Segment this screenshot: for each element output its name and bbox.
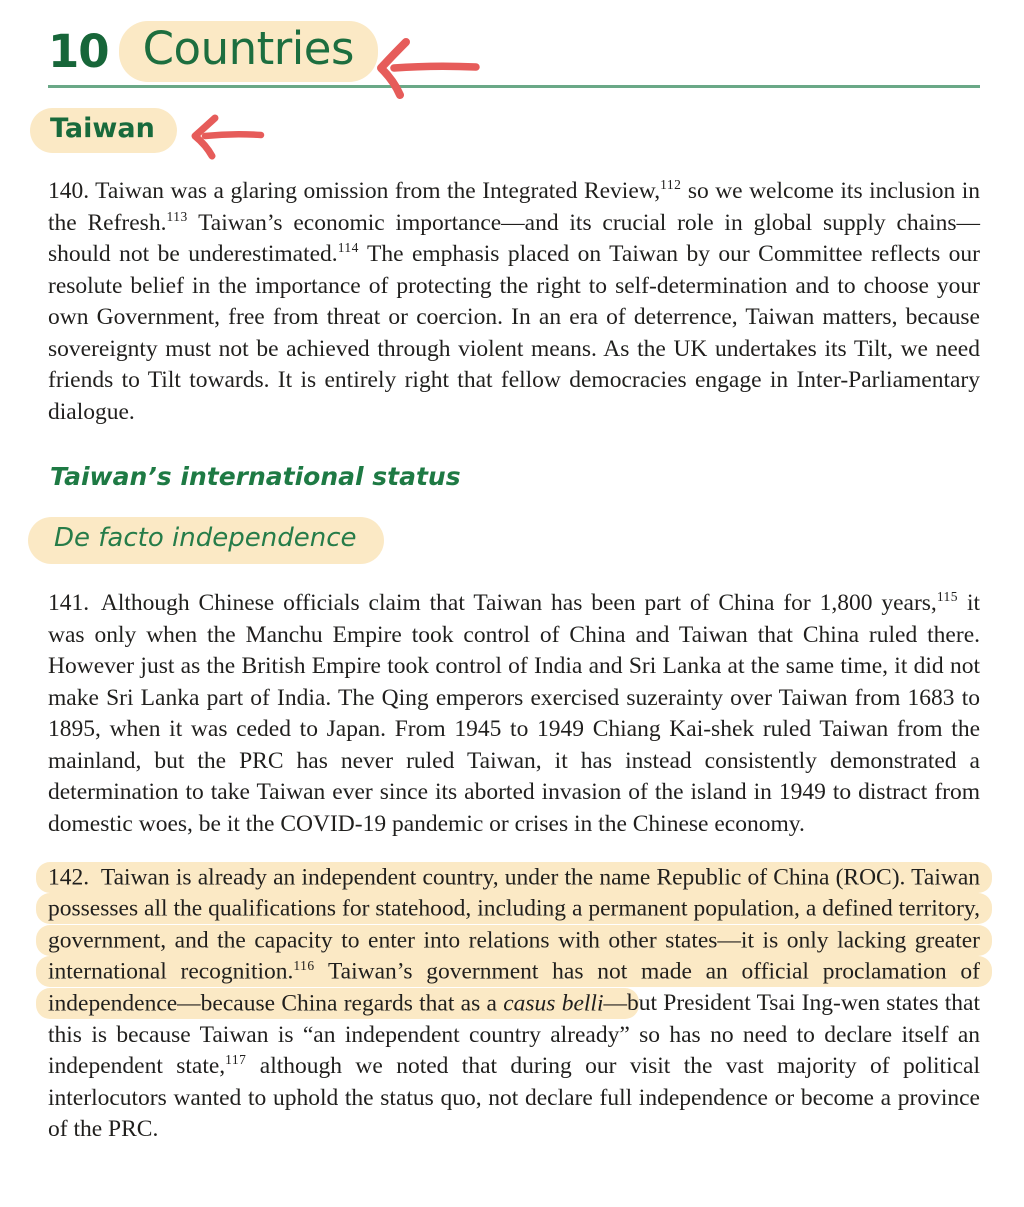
taiwan-heading: [48, 108, 980, 153]
de-facto-highlight: [28, 517, 384, 564]
chapter-heading: [48, 22, 980, 80]
paragraph-140: 140. Taiwan was a glaring omission from the Integrated Review,$^{112}$ so we welcome its inclusion in the Refresh.$^{113}$ Taiwan’s economic importance—and its crucial role in global supply chains—should not be underestimated.$^{114}$ The emphasis placed on Taiwan by our Committee reflects our resolute belief in the importance of protecting the right to self-determination and to choose your own Government, free from threat or coercion. In an era of deterrence, Taiwan matters, because sovereignty must not be achieved through violent means. As the UK undertakes its Tilt, we need friends to Tilt towards. It is entirely right that fellow democracies engage in Inter-Parliamentary dialogue.: [48, 177, 980, 425]
paragraph-142: [48, 862, 980, 1146]
section-divider-rule: [48, 85, 980, 88]
chapter-number: 10: [48, 24, 109, 78]
subheading-de-facto: De facto independence: [54, 523, 357, 553]
red-left-arrow-icon: [189, 114, 267, 160]
red-left-arrow-icon: [372, 36, 484, 100]
paragraph-142-highlighted-text: 142. Taiwan is already an independent country, under the name Republic of China (ROC). Taiwan possesses all the qualifications for statehood, including a permanent population, a defined territory, government, and the capacity to enter into relations with other states—it is only lacking greater international recognition.$^{116}$ Taiwan’s government has not made an official proclamation of independence—because China regards that as a casus belli—: [36, 862, 992, 1019]
paragraph-142-rest-text: but President Tsai Ing-wen states that this is because Taiwan is “an independent country already” so has no need to declare itself an independent state,$^{117}$ although we noted that during our visit the vast majority of political interlocutors wanted to uphold the status quo, not declare full independence or become a province of the PRC.: [48, 990, 980, 1142]
taiwan-title: Taiwan: [50, 113, 155, 144]
chapter-title-highlight: [119, 21, 378, 82]
chapter-title: Countries: [142, 21, 354, 75]
taiwan-title-highlight: [30, 108, 177, 153]
paragraph-141: 141. Although Chinese officials claim that Taiwan has been part of China for 1,800 years,$^{115}$ it was only when the Manchu Empire took control of China and Taiwan that China ruled there. However just as the British Empire took control of India and Sri Lanka at the same time, it did not make Sri Lanka part of India. The Qing emperors exercised suzerainty over Taiwan from 1683 to 1895, when it was ceded to Japan. From 1945 to 1949 Chiang Kai-shek ruled Taiwan from the mainland, but the PRC has never ruled Taiwan, it has instead consistently demonstrated a determination to take Taiwan ever since its aborted invasion of the island in 1949 to distract from domestic woes, be it the COVID-19 pandemic or crises in the Chinese economy.: [48, 589, 980, 837]
subheading-de-facto-row: [48, 517, 980, 564]
subheading-international-status: Taiwan’s international status: [50, 462, 461, 491]
